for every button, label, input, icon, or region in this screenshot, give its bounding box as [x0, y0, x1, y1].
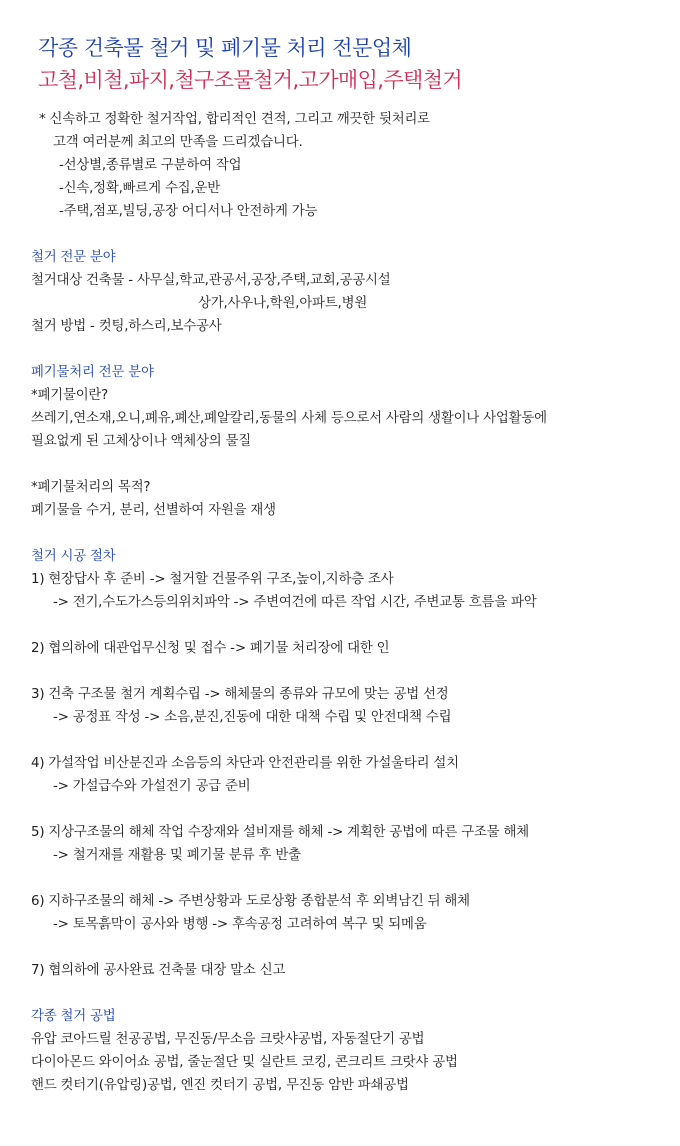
document-body [31, 108, 671, 1097]
demolition-method: 철거 방법 - 컷팅,하스리,보수공사 [31, 319, 222, 334]
procedure-step: 7) 협의하에 공사완료 건축물 대장 말소 신고 [31, 963, 286, 978]
demolition-targets: 철거대상 건축물 - 사무실,학교,관공서,공장,주택,교회,공공시설 [31, 273, 391, 288]
intro-line-2: 고객 여러분께 최고의 만족을 드리겠습니다. [53, 135, 303, 150]
intro-bullet: -주택,점포,빌딩,공장 어디서나 안전하게 가능 [59, 204, 318, 219]
section-heading-waste: 폐기물처리 전문 분야 [31, 365, 154, 380]
section-heading-procedure: 철거 시공 절차 [31, 549, 116, 564]
intro-bullet: -신속,정확,빠르게 수집,운반 [59, 181, 220, 196]
section-heading-methods: 각종 철거 공법 [31, 1009, 116, 1024]
procedure-step: 3) 건축 구조물 철거 계획수립 -> 해체물의 종류와 규모에 맞는 공법 선정 [31, 687, 449, 702]
waste-answer: 쓰레기,연소재,오니,폐유,폐산,폐알칼리,동물의 사체 등으로서 사람의 생활이나 사업활동에 [31, 411, 547, 426]
page-subtitle: 고철,비철,파지,철구조물철거,고가매입,주택철거 [38, 68, 463, 92]
method-line: 유압 코아드릴 천공공법, 무진동/무소음 크랏샤공법, 자동절단기 공법 [31, 1032, 425, 1047]
method-line: 핸드 컷터기(유압링)공법, 엔진 컷터기 공법, 무진동 암반 파쇄공법 [31, 1078, 409, 1093]
procedure-step: 5) 지상구조물의 해체 작업 수장재와 설비재를 해체 -> 계획한 공법에 따른 구조물 해체 [31, 825, 529, 840]
method-line: 다이아몬드 와이어쇼 공법, 줄눈절단 및 실란트 코킹, 콘크리트 크랏샤 공법 [31, 1055, 458, 1070]
intro-bullet: -선상별,종류별로 구분하여 작업 [59, 158, 242, 173]
section-heading-demolition: 철거 전문 분야 [31, 250, 116, 265]
waste-question: *폐기물이란? [31, 388, 109, 403]
procedure-step-detail: -> 토목흙막이 공사와 병행 -> 후속공정 고려하여 복구 및 되메움 [53, 917, 427, 932]
waste-answer-cont: 필요없게 된 고체상이나 액체상의 물질 [31, 434, 251, 449]
page-title: 각종 건축물 철거 및 폐기물 처리 전문업체 [38, 36, 412, 60]
procedure-step: 2) 협의하에 대관업무신청 및 접수 -> 폐기물 처리장에 대한 인 [31, 641, 390, 656]
procedure-step: 6) 지하구조물의 해체 -> 주변상황과 도로상황 종합분석 후 외벽남긴 뒤 해체 [31, 894, 470, 909]
waste-purpose-question: *폐기물처리의 목적? [31, 480, 151, 495]
procedure-step-detail: -> 전기,수도가스등의위치파악 -> 주변여건에 따른 작업 시간, 주변교통 흐름을 파악 [53, 595, 537, 610]
demolition-targets-cont: 상가,사우나,학원,아파트,병원 [198, 296, 368, 311]
waste-purpose-answer: 폐기물을 수거, 분리, 선별하여 자원을 재생 [31, 503, 276, 518]
procedure-step-detail: -> 철거재를 재활용 및 폐기물 분류 후 반출 [53, 848, 301, 863]
procedure-step-detail: -> 공정표 작성 -> 소음,분진,진동에 대한 대책 수립 및 안전대책 수립 [53, 710, 452, 725]
procedure-step: 1) 현장답사 후 준비 -> 철거할 건물주위 구조,높이,지하층 조사 [31, 572, 394, 587]
intro-line-1: * 신속하고 정확한 철거작업, 합리적인 견적, 그리고 깨끗한 뒷처리로 [39, 112, 430, 127]
procedure-step: 4) 가설작업 비산분진과 소음등의 차단과 안전관리를 위한 가설울타리 설치 [31, 756, 459, 771]
procedure-step-detail: -> 가설급수와 가설전기 공급 준비 [53, 779, 251, 794]
